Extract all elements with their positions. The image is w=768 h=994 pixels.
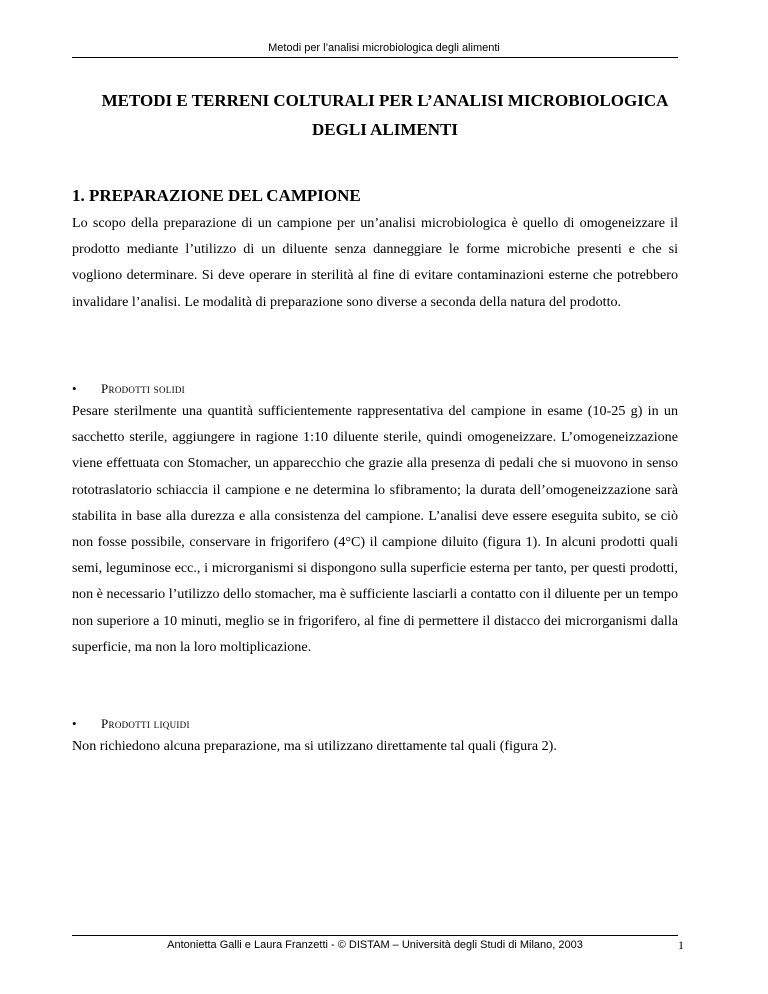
solid-products-paragraph: Pesare sterilmente una quantità sufficientemente rappresentativa del campione in esame (10-25 g) in un sacchetto sterile, aggiungere in ragione 1:10 diluente sterile, quindi omogeneizzare. L’omogeneizzazione viene effettuata con Stomacher, un apparecchio che grazie alla presenza di pedali che si muovono in senso rototraslatorio schiaccia il campione e ne determina lo sfibramento; la durata dell’omogeneizzazione sarà stabilita in base alla durezza e alla consistenza del campione. L’analisi deve essere eseguita subito, se ciò non fosse possibile, conservare in frigorifero (4°C) il campione diluito (figura 1). In alcuni prodotti quali semi, leguminose ecc., i microrganismi si dispongono sulla superficie esterna per tanto, per questi prodotti, non è necessario l’utilizzo dello stomacher, ma è sufficiente lasciarli a contatto con il diluente per un tempo non superiore a 10 minuti, meglio se in frigorifero, al fine di permettere il distacco dei microrganismi dalla superficie, ma non la loro moltiplicazione. (72, 403, 678, 655)
bullet-icon: • (72, 716, 77, 731)
list-item-solid-products-heading (72, 382, 185, 397)
document-title (60, 86, 710, 144)
footer-credit: Antonietta Galli e Laura Franzetti - © DISTAM – Università degli Studi di Milano, 2003 (167, 939, 583, 951)
bullet-icon: • (72, 381, 77, 396)
page-number: 1 (678, 938, 684, 952)
document-title-line-2: DEGLI ALIMENTI (312, 120, 458, 139)
section-heading: 1. PREPARAZIONE DEL CAMPIONE (72, 186, 361, 205)
intro-paragraph: Lo scopo della preparazione di un campione per un’analisi microbiologica è quello di omogeneizzare il prodotto mediante l’utilizzo di un diluente senza danneggiare le forme microbiche presenti e che si vogliono determinare. Si deve operare in sterilità al fine di evitare contaminazioni esterne che potrebbero invalidare l’analisi. Le modalità di preparazione sono diverse a seconda della natura del prodotto. (72, 215, 678, 310)
document-title-line-1: METODI E TERRENI COLTURALI PER L’ANALISI MICROBIOLOGICA (101, 91, 669, 110)
running-header: Metodi per l’analisi microbiologica degli alimenti (268, 42, 500, 54)
liquid-products-paragraph: Non richiedono alcuna preparazione, ma si utilizzano direttamente tal quali (figura 2). (72, 738, 557, 754)
list-item-liquid-products-heading (72, 717, 190, 732)
footer-divider (72, 935, 678, 936)
subsection-label: Prodotti liquidi (101, 716, 190, 731)
header-divider (72, 57, 678, 58)
subsection-label: Prodotti solidi (101, 381, 185, 396)
